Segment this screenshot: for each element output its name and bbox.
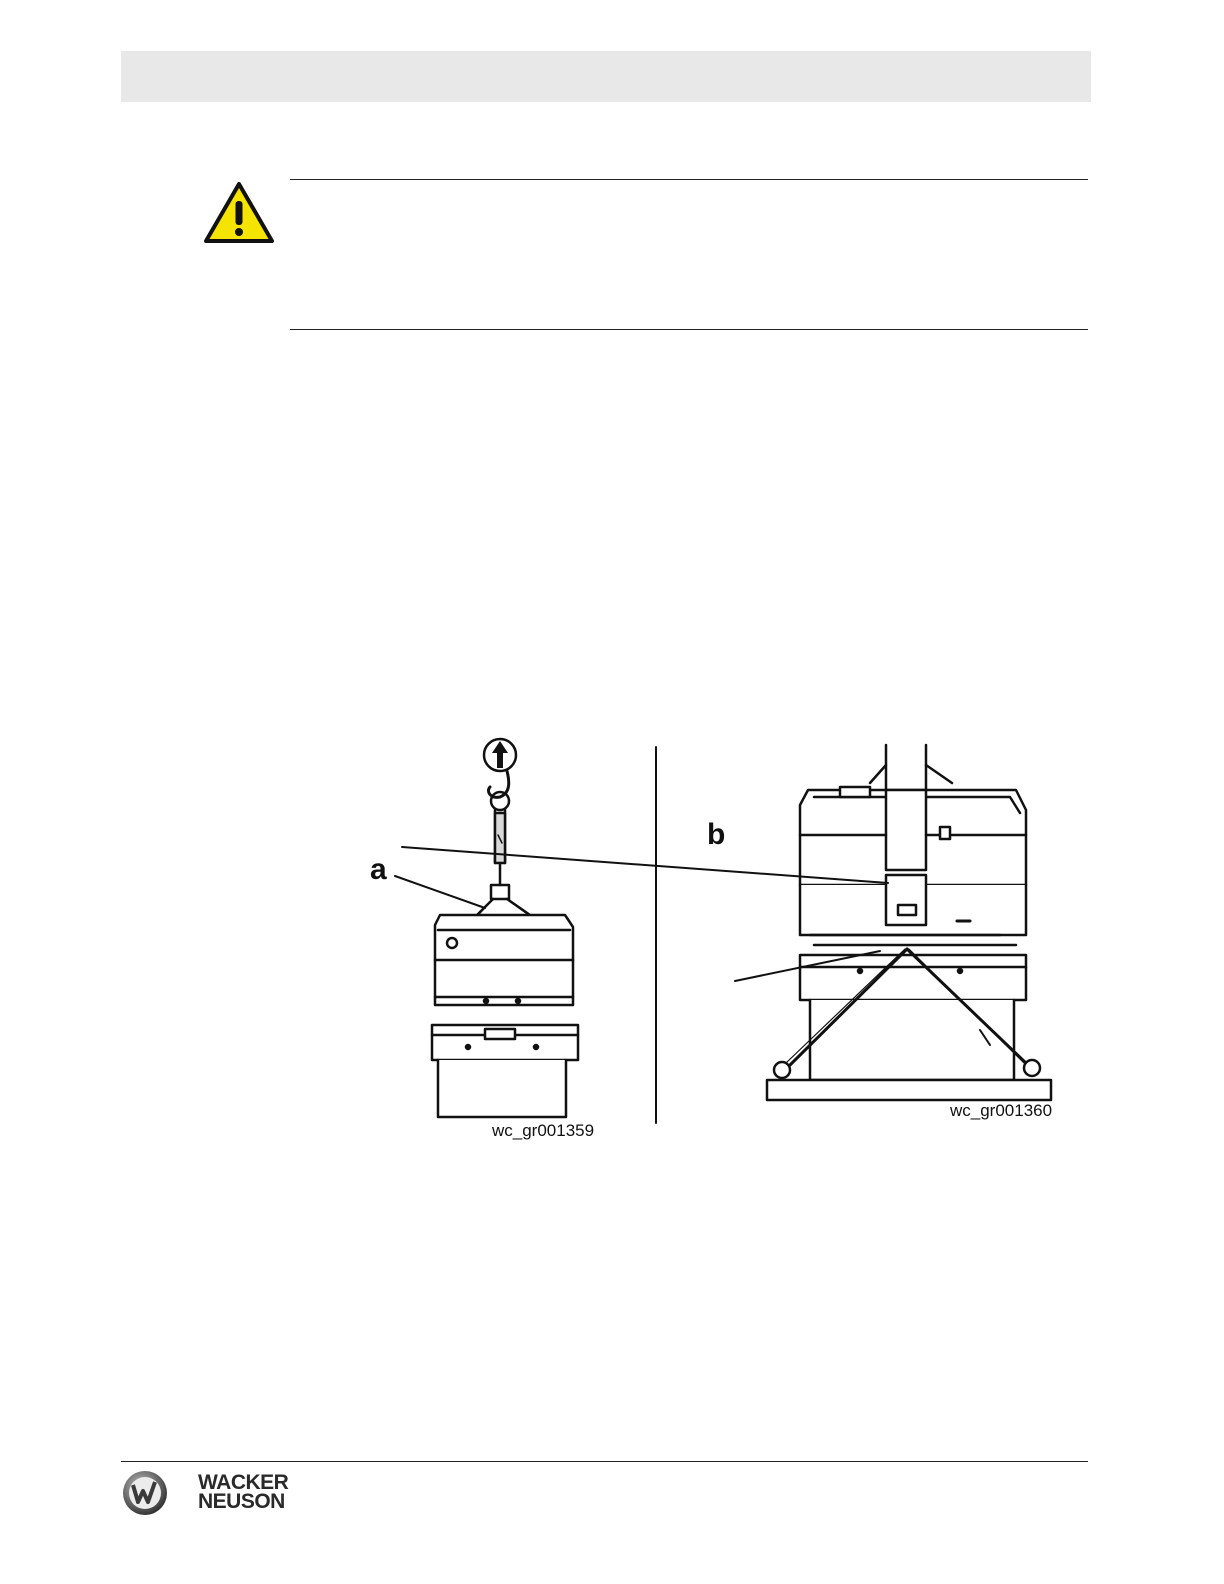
callout-a-label: a [370,853,387,886]
brand-line-2: NEUSON [198,1490,285,1513]
page-header-band [121,51,1091,102]
lifting-figure [340,735,1100,1155]
left-machine-drawing [432,739,578,1117]
callout-b-label: b [707,818,726,851]
right-machine-drawing [767,745,1051,1100]
warning-top-rule [290,179,1088,180]
right-figure-caption: wc_gr001360 [950,1101,1053,1120]
warning-icon [203,181,275,245]
left-figure-caption: wc_gr001359 [492,1121,595,1140]
wacker-neuson-logo-icon [122,1470,168,1516]
brand-wordmark [198,1473,288,1511]
warning-bottom-rule [290,329,1088,330]
callout-a-line [395,876,485,908]
lifting-illustration [340,735,1100,1155]
brand-line-1: WACKER [198,1471,289,1494]
footer-rule [121,1461,1088,1462]
